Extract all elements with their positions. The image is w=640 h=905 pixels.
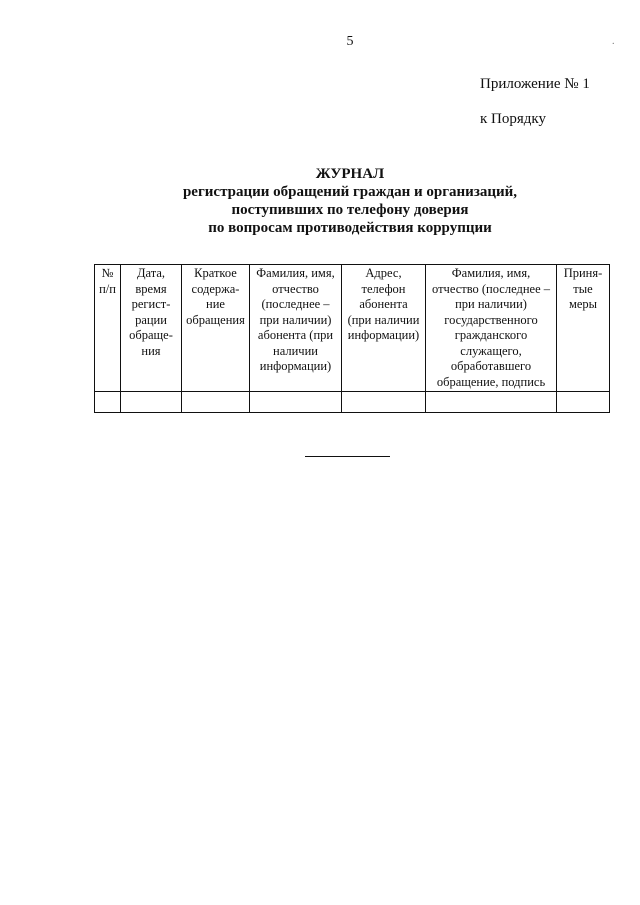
table-cell xyxy=(342,392,426,413)
table-cell xyxy=(557,392,610,413)
page-number: 5 xyxy=(346,34,354,49)
column-header: Адрес, телефон абонента (при наличии информации) xyxy=(342,265,426,392)
table-header-row xyxy=(95,265,610,392)
column-header: № п/п xyxy=(95,265,121,392)
table-cell xyxy=(426,392,557,413)
column-header: Приня- тые меры xyxy=(557,265,610,392)
table-cell xyxy=(182,392,250,413)
table-cell xyxy=(121,392,182,413)
column-header: Дата, время регист- рации обраще- ния xyxy=(121,265,182,392)
title-line-4: по вопросам противодействия коррупции xyxy=(208,220,492,236)
title-line-2: регистрации обращений граждан и организаций, xyxy=(182,184,518,200)
table-cell xyxy=(95,392,121,413)
column-header: Фамилия, имя, отчество (последнее – при наличии) государственного гражданского служащего, обработавшего обращение, подпись xyxy=(426,265,557,392)
title-line-3: поступивших по телефону доверия xyxy=(231,202,469,218)
column-header: Фамилия, имя, отчество (последнее – при наличии) абонента (при наличии информации) xyxy=(250,265,342,392)
table-row xyxy=(95,392,610,413)
column-header: Краткое содержа- ние обращения xyxy=(182,265,250,392)
title-line-journal: ЖУРНАЛ xyxy=(315,166,385,182)
edge-mark: . xyxy=(612,36,615,47)
document-title xyxy=(100,165,600,237)
end-divider-line xyxy=(305,456,390,457)
appendix-label: Приложение № 1 xyxy=(480,76,590,92)
journal-table xyxy=(94,264,610,413)
table-cell xyxy=(250,392,342,413)
to-order-label: к Порядку xyxy=(480,111,546,127)
